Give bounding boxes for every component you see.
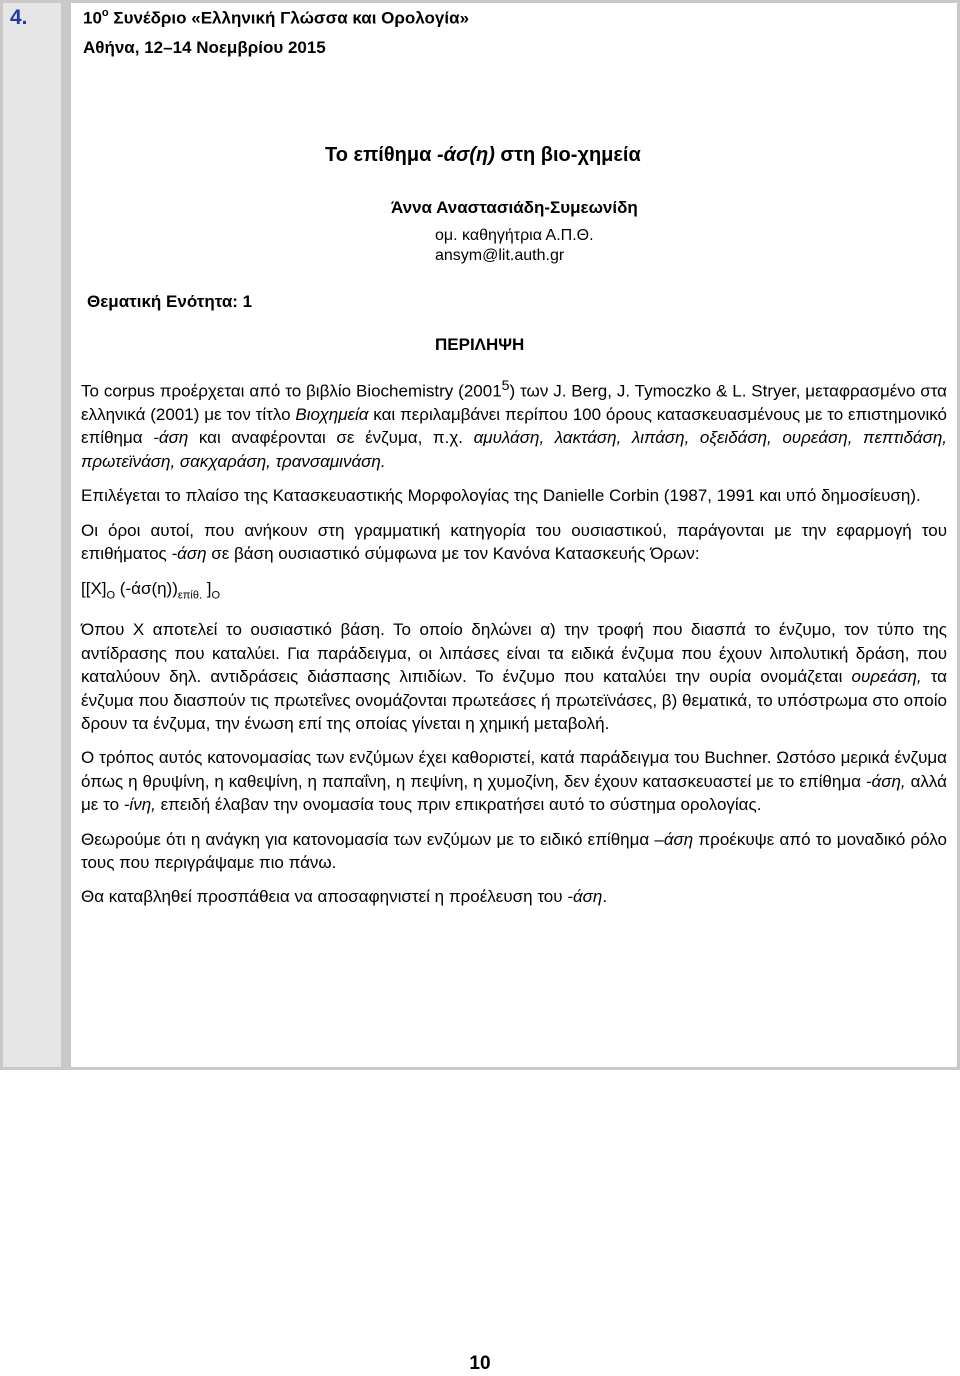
author-name: Άννα Αναστασιάδη-Συμεωνίδη: [391, 198, 638, 217]
italic-run: -άση,: [865, 771, 906, 791]
text-run: .: [602, 887, 608, 907]
formula-part: (-άσ(η)): [115, 578, 178, 598]
abstract-paragraph-3: [81, 519, 947, 566]
italic-run: ουρεάση,: [851, 667, 922, 687]
text-run: και περιλαμβάνει περίπου 100 όρους κατασκευασμένους με το επιστημονικό επίθημα: [81, 405, 947, 448]
number-cell: [3, 3, 61, 1067]
text-run: προέκυψε από το μοναδικό ρόλο τους που περιγράψαμε πιο πάνω.: [81, 829, 948, 872]
text-run: και αναφέρονται σε ένζυμα, π.χ.: [188, 428, 474, 448]
italic-run: αμυλάση, λακτάση, λιπάση, οξειδάση, ουρεάση, πεπτιδάση, πρωτεϊνάση, σακχαράση, τρανσαμινάση.: [81, 428, 947, 471]
abstract-paragraph-2: Επιλέγεται το πλαίσο της Κατασκευαστικής Μορφολογίας της Danielle Corbin (1987, 1991 και υπό δημοσίευση).: [81, 486, 921, 506]
paper-title: [325, 144, 641, 167]
abstract-paragraph-7: [81, 885, 947, 908]
author-position: ομ. καθηγήτρια Α.Π.Θ.: [435, 227, 594, 244]
abstract-paragraph-1: [81, 375, 947, 473]
text-run: ) των J. Berg, J. Tymoczko & L. Stryer, μεταφρασμένο στα ελληνικά (2001) με τον τίτλο: [81, 381, 948, 425]
italic-run: –άση: [654, 829, 694, 849]
abstract-body: [81, 375, 947, 920]
formula-part: [[X]: [81, 578, 107, 598]
text-run: Οι όροι αυτοί, που ανήκουν στη γραμματική κατηγορία του ουσιαστικού, παράγονται με την εφαρμογή του επιθήματος: [81, 520, 947, 564]
text-run: επειδή έλαβαν την ονομασία τους πριν επικρατήσει αυτό το σύστημα ορολογίας.: [155, 795, 762, 815]
edition-superscript: 5: [501, 378, 510, 394]
paper-title-prefix: Το επίθημα: [325, 144, 437, 166]
document-number: 4.: [10, 6, 28, 29]
formula-subscript: Ο: [106, 588, 116, 601]
text-run: σε βάση ουσιαστικό σύμφωνα με τον Κανόνα Κατασκευής Όρων:: [206, 544, 700, 564]
formula-subscript: επίθ.: [177, 588, 203, 601]
author-email[interactable]: ansym@lit.auth.gr: [435, 247, 565, 264]
text-run: αλλά με το: [81, 771, 947, 815]
thematic-unit: Θεματική Ενότητα: 1: [87, 292, 253, 311]
italic-run: -ίνη,: [123, 795, 156, 815]
text-run: Το corpus προέρχεται από το βιβλίο Biochemistry (2001: [81, 381, 502, 401]
page-number: 10: [469, 1353, 491, 1374]
paper-title-rest: στη βιο-χημεία: [494, 144, 641, 166]
abstract-paragraph-4: [81, 618, 947, 735]
abstract-heading: ΠΕΡΙΛΗΨΗ: [435, 335, 525, 354]
conference-name: Συνέδριο «Ελληνική Γλώσσα και Ορολογία»: [108, 8, 470, 28]
conference-ordinal-sup: ο: [101, 7, 109, 19]
conference-title: [83, 8, 469, 29]
text-run: Ο τρόπος αυτός κατονομασίας των ενζύμων έχει καθοριστεί, κατά παράδειγμα του Buchner. Ωστόσο μερικά ένζυμα όπως η θρυψίνη, η καθεψίνη, η παπαΐνη, η πεψίνη, η χυμοζίνη, δεν έχουν κατασκευαστεί με το επίθημα: [81, 748, 947, 791]
column-divider: [61, 3, 71, 1067]
construction-rule-formula: [81, 577, 947, 608]
text-run: Θα καταβληθεί προσπάθεια να αποσαφηνιστεί η προέλευση του: [81, 887, 568, 907]
italic-run: Βιοχημεία: [295, 405, 369, 425]
italic-run: -άση: [171, 544, 207, 564]
italic-run: -άση: [153, 428, 189, 448]
abstract-paragraph-5: [81, 746, 947, 816]
text-run: Θεωρούμε ότι η ανάγκη για κατονομασία των ενζύμων με το ειδικό επίθημα: [81, 829, 655, 849]
text-run: τα ένζυμα που διασπούν τις πρωτεΐνες ονομάζονται πρωτεάσες ή πρωτεϊνάσες, β) θεματικά, το υπόστρωμα στο οποίο δρουν τα ένζυμα, την ένωση επί της οποίας γίνεται η χημική μεταβολή.: [81, 667, 947, 733]
formula-subscript: Ο: [211, 588, 221, 601]
text-run: Όπου X αποτελεί το ουσιαστικό βάση. Το οποίο δηλώνει α) την τροφή που διασπά το ένζυμο, τον τύπο της αντίδρασης που καταλύει. Για παράδειγμα, οι λιπάσες είναι τα ειδικά ένζυμα που έχουν λιπολυτική δράση, που καταλύουν δηλ. αντιδράσεις διάσπασης λιπιδίων. Το ένζυμο που καταλύει την ουρία ονομάζεται: [81, 620, 947, 687]
conference-ordinal: 10: [83, 8, 102, 28]
abstract-paragraph-6: [81, 828, 947, 875]
conference-date: Αθήνα, 12–14 Νοεμβρίου 2015: [83, 38, 326, 57]
formula-part: ]: [202, 578, 212, 598]
paper-title-suffix: -άσ(η): [436, 144, 495, 166]
italic-run: -άση: [567, 887, 603, 907]
